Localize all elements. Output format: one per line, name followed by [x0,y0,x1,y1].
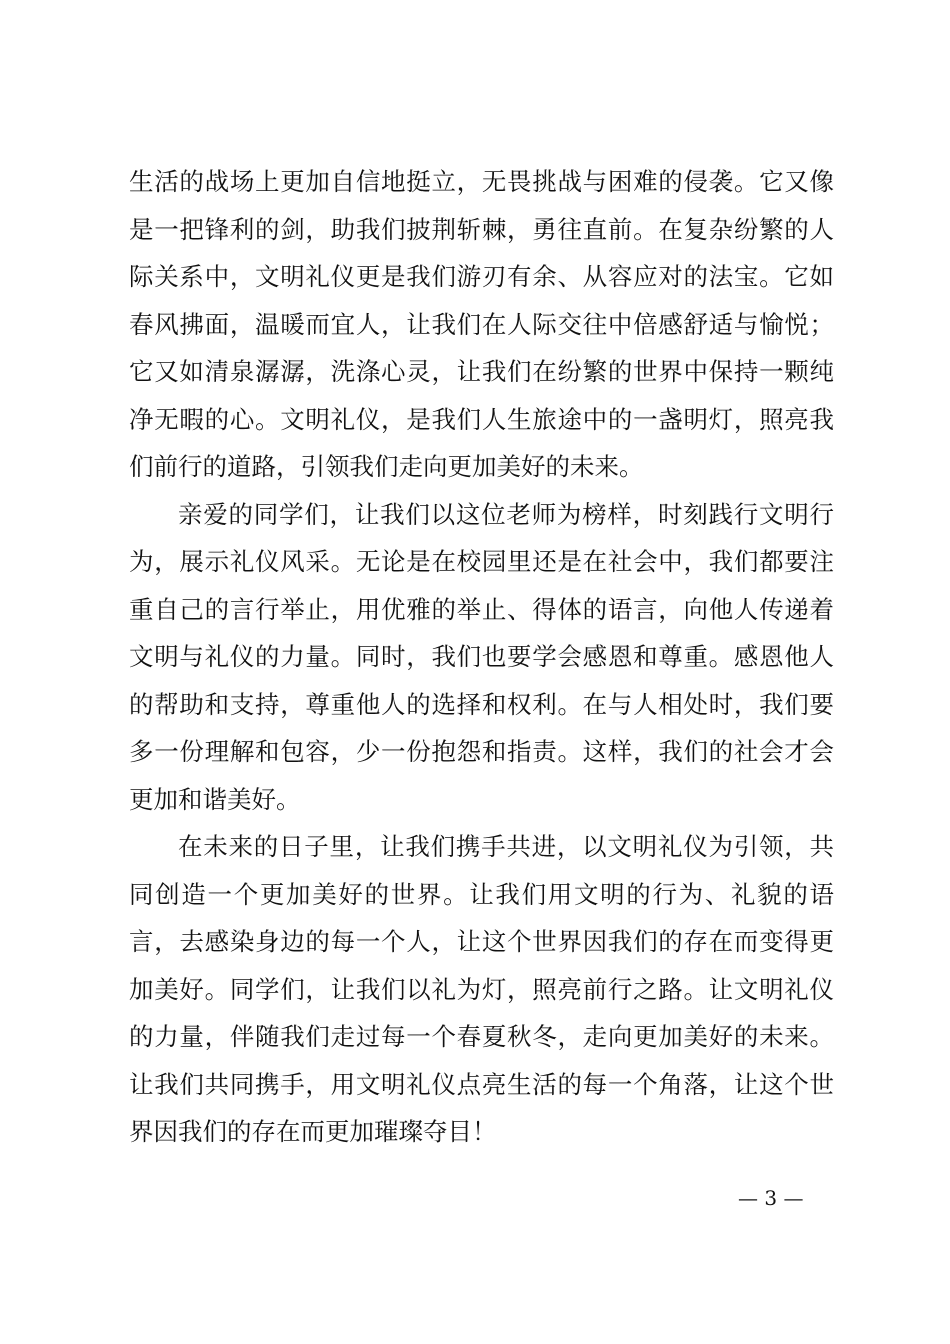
page-number: — 3 — [738,1186,804,1210]
paragraph-students: 亲爱的同学们，让我们以这位老师为榜样，时刻践行文明行为，展示礼仪风采。无论是在校园里还是在社会中，我们都要注重自己的言行举止，用优雅的举止、得体的语言，向他人传递着文明与礼仪的力量。同时，我们也要学会感恩和尊重。感恩他人的帮助和支持，尊重他人的选择和权利。在与人相处时，我们要多一份理解和包容，少一份抱怨和指责。这样，我们的社会才会更加和谐美好。 [129,499,834,814]
body-text [129,158,834,1156]
paragraph-future: 在未来的日子里，让我们携手共进，以文明礼仪为引领，共同创造一个更加美好的世界。让我们用文明的行为、礼貌的语言，去感染身边的每一个人，让这个世界因我们的存在而变得更加美好。同学们，让我们以礼为灯，照亮前行之路。让文明礼仪的力量，伴随我们走过每一个春夏秋冬，走向更加美好的未来。让我们共同携手，用文明礼仪点亮生活的每一个角落，让这个世界因我们的存在而更加璀璨夺目！ [129,832,834,1146]
paragraph-continuation: 生活的战场上更加自信地挺立，无畏挑战与困难的侵袭。它又像是一把锋利的剑，助我们披荆斩棘，勇往直前。在复杂纷繁的人际关系中，文明礼仪更是我们游刃有余、从容应对的法宝。它如春风拂面，温暖而宜人，让我们在人际交往中倍感舒适与愉悦；它又如清泉潺潺，洗涤心灵，让我们在纷繁的世界中保持一颗纯净无暇的心。文明礼仪，是我们人生旅途中的一盏明灯，照亮我们前行的道路，引领我们走向更加美好的未来。 [129,167,834,481]
